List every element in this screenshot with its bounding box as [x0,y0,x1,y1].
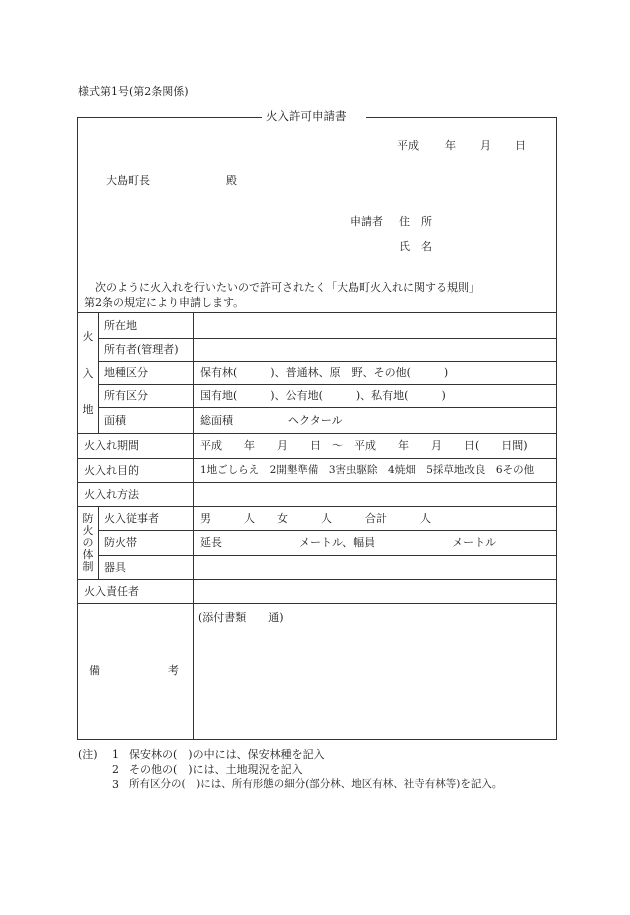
date-month: 月 [480,139,491,152]
purpose-label: 火入れ目的 [84,464,139,477]
fire-row-line-1 [98,530,557,531]
land-owner-label: 所有者(管理者) [104,343,179,356]
bottom-border [77,739,557,740]
applicant-label: 申請者 [350,215,383,228]
column-divider [193,312,194,739]
note-1-number: 1 [112,748,119,761]
date-day: 日 [515,139,526,152]
fire-group-bottom-line [77,579,557,580]
top-border-right [366,117,556,118]
workers-label: 火入従事者 [104,512,159,525]
addressee-name: 大島町長 [106,174,150,187]
land-class-label: 地種区分 [104,366,148,379]
purpose-bottom-line [77,482,557,483]
top-border-left [77,117,262,118]
fire-group-divider [98,506,99,579]
method-bottom-line [77,506,557,507]
responsible-label: 火入責任者 [84,585,139,598]
period-value: 平成 年 月 日 ～ 平成 年 月 日( 日間) [200,439,528,452]
date-era: 平成 [397,139,419,152]
intro-line-2: 第2条の規定により申請します。 [84,296,245,309]
remarks-label-right: 考 [168,664,179,677]
responsible-bottom-line [77,603,557,604]
fire-vertical-label-5: 制 [82,560,94,573]
form-number-label: 様式第1号(第2条関係) [78,85,189,98]
area-value: 総面積 ヘクタール [200,414,343,427]
fire-vertical-label-4: 体 [82,548,94,561]
fire-vertical-label-3: の [82,536,94,549]
addressee-honorific: 殿 [226,174,237,187]
ownership-class-value: 国有地( )、公有地( )、私有地( ) [200,389,446,402]
firebreak-value: 延長 メートル、幅員 メートル [200,536,497,549]
left-border [77,117,78,739]
land-row-line-4 [98,407,557,408]
applicant-address-label: 住 所 [399,215,432,228]
ownership-class-label: 所有区分 [104,389,148,402]
land-class-value: 保有林( )、普通林、原 野、その他( ) [200,366,449,379]
fire-vertical-label-2: 火 [82,524,94,537]
right-border [556,117,557,739]
note-3-text: 所有区分の( )には、所有形態の細分(部分林、地区有林、社寺有林等)を記入。 [129,778,503,790]
land-row-line-2 [98,361,557,362]
period-bottom-line [77,458,557,459]
firebreak-label: 防火帯 [104,536,137,549]
note-2-text: その他の( )には、土地現況を記入 [129,763,303,776]
form-title: 火入許可申請書 [262,111,351,123]
land-group-bottom-line [77,433,557,434]
notes-prefix: (注) [78,748,98,761]
fire-row-line-2 [98,555,557,556]
land-vertical-label-1: 火 [82,330,94,343]
area-label: 面積 [104,414,126,427]
intro-line-1: 次のように火入れを行いたいので許可されたく「大島町火入れに関する規則」 [95,281,480,294]
equipment-label: 器具 [104,561,126,574]
remarks-value: (添付書類 通) [198,611,284,624]
note-3-number: 3 [112,778,119,791]
purpose-value: 1地ごしらえ 2開墾準備 3害虫駆除 4焼畑 5採草地改良 6その他 [200,464,535,476]
land-location-label: 所在地 [104,319,137,332]
period-label: 火入れ期間 [84,439,139,452]
land-row-line-1 [98,338,557,339]
fire-vertical-label-1: 防 [82,512,94,525]
remarks-label-left: 備 [89,664,100,677]
note-1-text: 保安林の( )の中には、保安林種を記入 [129,748,325,761]
date-year: 年 [445,139,456,152]
land-vertical-label-2: 入 [82,367,94,380]
note-2-number: 2 [112,763,119,776]
table-top-line [77,312,557,313]
method-label: 火入れ方法 [84,488,139,501]
land-vertical-label-3: 地 [82,403,94,416]
land-row-line-3 [98,384,557,385]
land-group-divider [98,312,99,433]
applicant-name-label: 氏 名 [399,240,432,253]
workers-value: 男 人 女 人 合計 人 [200,512,431,525]
